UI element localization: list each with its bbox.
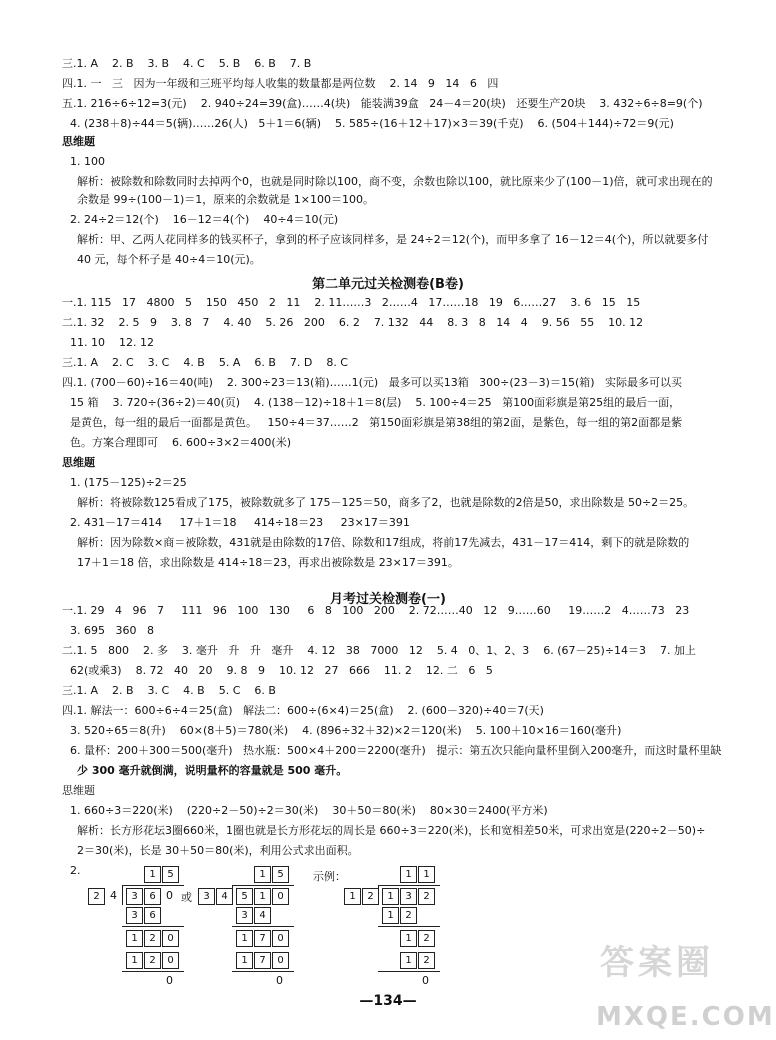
remainder: 0 bbox=[276, 974, 283, 987]
divisor-digit: 4 bbox=[110, 889, 117, 902]
answer-line: 11. 10 12. 12 bbox=[70, 336, 154, 349]
puzzle-cell: 4 bbox=[216, 888, 233, 905]
answer-line: 三.1. A 2. B 3. C 4. B 5. C 6. B bbox=[62, 684, 276, 697]
division-line bbox=[378, 926, 440, 927]
answer-line: 二.1. 5 800 2. 多 3. 毫升 升 升 毫升 4. 12 38 7000 12 5. 4 0、1、2、3 6. (67－25)÷14＝3 7. 加上 bbox=[62, 644, 697, 657]
puzzle-cell: 2 bbox=[418, 952, 435, 969]
puzzle-cell: 0 bbox=[272, 930, 289, 947]
division-line bbox=[232, 971, 294, 972]
puzzle-cell: 3 bbox=[126, 907, 143, 924]
puzzle-cell: 1 bbox=[144, 866, 161, 883]
answer-line: 四.1. (700－60)÷16＝40(吨) 2. 300÷23＝13(箱)……1(元) 最多可以买13箱 300÷(23－3)＝15(箱) 实际最多可以买 bbox=[62, 376, 683, 389]
puzzle-cell: 6 bbox=[144, 888, 161, 905]
example-label: 示例： bbox=[313, 870, 346, 883]
answer-line: 17＋1＝18 倍，求出除数是 414÷18＝23，再求出被除数是 23×17＝391。 bbox=[77, 556, 459, 569]
puzzle-cell: 1 bbox=[382, 907, 399, 924]
answer-line: 五.1. 216÷6÷12=3(元) 2. 940÷24=39(盒)……4(块) 能装满39盒 24－4＝20(块) 还要生产20块 3. 432÷6÷8=9(个) bbox=[62, 97, 703, 110]
puzzle-cell: 3 bbox=[126, 888, 143, 905]
puzzle-cell: 1 bbox=[344, 888, 361, 905]
answer-line: 解析：长方形花坛3圈660米，1圈也就是长方形花坛的周长是 660÷3＝220(米)，长和宽相差50米，可求出宽是(220÷2－50)÷ bbox=[77, 824, 706, 837]
answer-line: 色。方案合理即可 6. 600÷3×2＝400(米) bbox=[70, 436, 291, 449]
puzzle-cell: 2 bbox=[88, 888, 105, 905]
watermark-url: MXQE.COM bbox=[596, 1002, 775, 1032]
puzzle-cell: 0 bbox=[272, 952, 289, 969]
answer-line: 15 箱 3. 720÷(36÷2)＝40(页) 4. (138－12)÷18＋1＝8(层) 5. 100÷4＝25 第100面彩旗是第25组的最后一面， bbox=[70, 396, 681, 409]
section-title-unit2: 第二单元过关检测卷(B卷) bbox=[312, 277, 464, 292]
puzzle-cell: 1 bbox=[382, 888, 399, 905]
answer-line: 思维题 bbox=[62, 784, 95, 797]
puzzle-cell: 5 bbox=[272, 866, 289, 883]
puzzle-cell: 2 bbox=[144, 930, 161, 947]
answer-line: 2. 431－17＝414 17＋1＝18 414÷18＝23 23×17＝391 bbox=[70, 516, 410, 529]
division-line bbox=[378, 971, 440, 972]
answer-line: 一.1. 115 17 4800 5 150 450 2 11 2. 11……3 2……4 17……18 19 6……27 3. 6 15 15 bbox=[62, 296, 641, 309]
answer-line: 1. 660÷3＝220(米) (220÷2－50)÷2＝30(米) 30＋50＝80(米) 80×30＝2400(平方米) bbox=[70, 804, 548, 817]
puzzle-cell: 1 bbox=[400, 866, 417, 883]
division-line bbox=[122, 885, 184, 886]
division-line bbox=[122, 971, 184, 972]
puzzle-cell: 1 bbox=[254, 866, 271, 883]
division-line bbox=[232, 926, 294, 927]
answer-line: 一.1. 29 4 96 7 111 96 100 130 6 8 100 200 2. 72……40 12 9……60 19……2 4……73 23 bbox=[62, 604, 690, 617]
answer-line: 二.1. 32 2. 5 9 3. 8 7 4. 40 5. 26 200 6. 2 7. 132 44 8. 3 8 14 4 9. 56 55 10. 12 bbox=[62, 316, 644, 329]
division-line bbox=[378, 885, 440, 886]
puzzle-cell: 4 bbox=[254, 907, 271, 924]
answer-line: 1. (175－125)÷2＝25 bbox=[70, 476, 187, 489]
answer-line: 2＝30(米)，长是 30＋50＝80(米)，利用公式求出面积。 bbox=[77, 844, 359, 857]
puzzle-cell: 1 bbox=[126, 952, 143, 969]
section-title-monthly: 月考过关检测卷(一) bbox=[330, 592, 446, 607]
or-label: 或 bbox=[181, 891, 192, 904]
dividend-digit: 0 bbox=[166, 889, 173, 902]
puzzle-cell: 2 bbox=[400, 907, 417, 924]
division-line bbox=[122, 926, 184, 927]
puzzle-cell: 2 bbox=[418, 930, 435, 947]
puzzle-cell: 0 bbox=[162, 952, 179, 969]
answer-line: 四.1. 一 三 因为一年级和三班平均每人收集的数量都是两位数 2. 14 9 14 6 四 bbox=[62, 77, 499, 90]
section-heading: 思维题 bbox=[62, 456, 95, 469]
puzzle-cell: 1 bbox=[126, 930, 143, 947]
puzzle-cell: 1 bbox=[236, 952, 253, 969]
puzzle-cell: 2 bbox=[144, 952, 161, 969]
puzzle-cell: 3 bbox=[198, 888, 215, 905]
puzzle-cell: 3 bbox=[236, 907, 253, 924]
section-heading: 少 300 毫升就倒满，说明量杯的容量就是 500 毫升。 bbox=[77, 764, 348, 777]
answer-line: 解析：甲、乙两人花同样多的钱买杯子，拿到的杯子应该同样多，是 24÷2＝12(个)，而甲多拿了 16－12＝4(个)，所以就要多付 bbox=[77, 233, 709, 246]
puzzle-cell: 1 bbox=[236, 930, 253, 947]
answer-line: 解析：被除数和除数同时去掉两个0，也就是同时除以100，商不变，余数也除以100，就比原来少了(100－1)倍，就可求出现在的 bbox=[77, 175, 713, 188]
puzzle-cell: 7 bbox=[254, 930, 271, 947]
answer-line: 余数是 99÷(100－1)＝1，原来的余数就是 1×100＝100。 bbox=[77, 193, 374, 206]
answer-line: 62(或乘3) 8. 72 40 20 9. 8 9 10. 12 27 666 11. 2 12. 二 6 5 bbox=[70, 664, 493, 677]
division-line bbox=[232, 885, 294, 886]
puzzle-cell: 0 bbox=[272, 888, 289, 905]
answer-line: 4. (238＋8)÷44＝5(辆)……26(人) 5＋1＝6(辆) 5. 585÷(16＋12＋17)×3＝39(千克) 6. (504＋144)÷72＝9(元) bbox=[70, 117, 674, 130]
answer-line: 2. 24÷2＝12(个) 16－12＝4(个) 40÷4＝10(元) bbox=[70, 213, 339, 226]
puzzle-cell: 6 bbox=[144, 907, 161, 924]
puzzle-cell: 2 bbox=[362, 888, 379, 905]
puzzle-cell: 1 bbox=[400, 952, 417, 969]
puzzle-cell: 7 bbox=[254, 952, 271, 969]
remainder: 0 bbox=[422, 974, 429, 987]
answer-line: 三.1. A 2. B 3. B 4. C 5. B 6. B 7. B bbox=[62, 57, 312, 70]
puzzle-cell: 5 bbox=[162, 866, 179, 883]
puzzle-cell: 1 bbox=[254, 888, 271, 905]
puzzle-cell: 1 bbox=[400, 930, 417, 947]
puzzle-cell: 5 bbox=[236, 888, 253, 905]
answer-line: 2. bbox=[70, 864, 81, 877]
answer-line: 解析：将被除数125看成了175，被除数就多了 175－125＝50，商多了2，也就是除数的2倍是50，求出除数是 50÷2＝25。 bbox=[77, 496, 695, 509]
answer-line: 6. 量杯：200＋300＝500(毫升) 热水瓶：500×4＋200＝2200(毫升) 提示：第五次只能向量杯里倒入200毫升，而这时量杯里缺 bbox=[70, 744, 722, 757]
answer-line: 1. 100 bbox=[70, 155, 105, 168]
remainder: 0 bbox=[166, 974, 173, 987]
answer-line: 四.1. 解法一：600÷6÷4＝25(盒) 解法二：600÷(6×4)＝25(盒) 2. (600－320)÷40＝7(天) bbox=[62, 704, 544, 717]
answer-line: 解析：因为除数×商＝被除数，431就是由除数的17倍、除数和17组成，将前17先减去，431－17＝414，剩下的就是除数的 bbox=[77, 536, 690, 549]
section-heading: 思维题 bbox=[62, 135, 95, 148]
puzzle-cell: 3 bbox=[400, 888, 417, 905]
answer-line: 3. 695 360 8 bbox=[70, 624, 154, 637]
answer-line: 是黄色，每一组的最后一面都是黄色。 150÷4＝37……2 第150面彩旗是第38组的第2面，是紫色，每一组的第2面都是紫 bbox=[70, 416, 683, 429]
puzzle-cell: 1 bbox=[418, 866, 435, 883]
answer-line: 40 元，每个杯子是 40÷4＝10(元)。 bbox=[77, 253, 261, 266]
division-bracket bbox=[122, 885, 123, 905]
answer-line: 三.1. A 2. C 3. C 4. B 5. A 6. B 7. D 8. C bbox=[62, 356, 348, 369]
watermark-logo: 答案圈 bbox=[600, 943, 714, 983]
puzzle-cell: 0 bbox=[162, 930, 179, 947]
puzzle-cell: 2 bbox=[418, 888, 435, 905]
answer-line: 3. 520÷65＝8(升) 60×(8＋5)＝780(米) 4. (896÷32＋32)×2＝120(米) 5. 100＋10×16＝160(毫升) bbox=[70, 724, 622, 737]
page-number: —134— bbox=[359, 993, 417, 1009]
